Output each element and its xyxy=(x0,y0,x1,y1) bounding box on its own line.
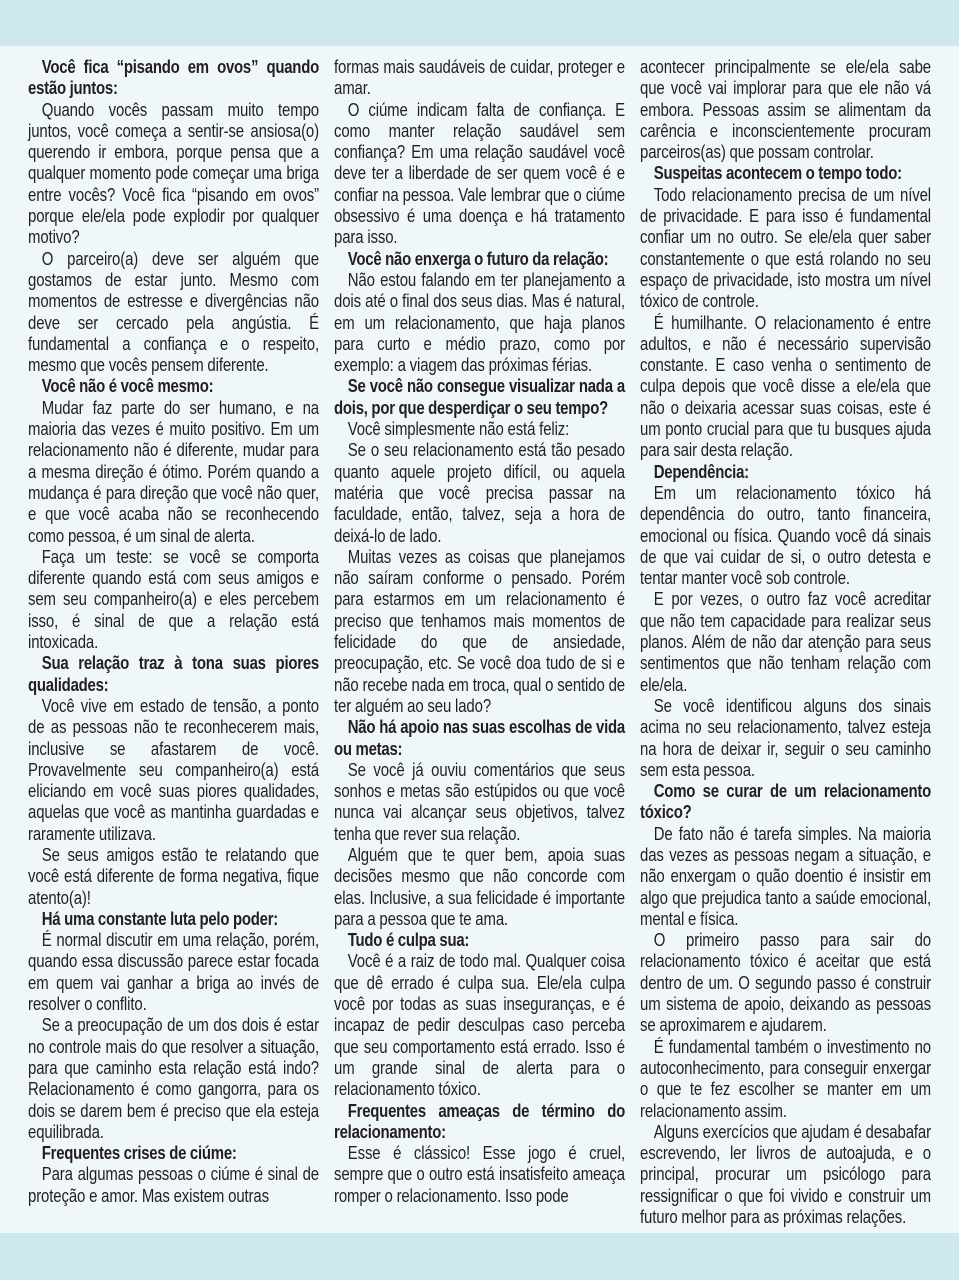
bottom-margin-band xyxy=(0,1233,959,1280)
article-heading: Frequentes crises de ciúme: xyxy=(41,1142,237,1164)
article-heading: Não há apoio nas suas escolhas de vida ou metas: xyxy=(334,716,625,759)
article-paragraph: Quando vocês passam muito tempo juntos, você começa a sentir-se ansiosa(o) querendo ir embora, porque pensa que a qualquer momento pode começar uma briga entre vocês? Você fica “pisando em ovos” porque ele/ela pode explodir por qualquer motivo? xyxy=(28,98,319,248)
article-heading: Sua relação traz à tona suas piores qualidades: xyxy=(28,652,319,695)
article-heading: Você não é você mesmo: xyxy=(41,375,214,397)
text-column-left-inner xyxy=(28,56,319,1206)
article-paragraph: Muitas vezes as coisas que planejamos não saíram conforme o pensado. Porém para estarmos em um relacionamento é preciso que tenhamos mais momentos de felicidade do que de ansiedade, preocupação, etc. Se você doa tudo de si e não recebe nada em troca, qual o sentido de ter alguém ao seu lado? xyxy=(334,545,625,716)
article-paragraph: Não estou falando em ter planejamento a dois até o final dos seus dias. Mas é natural, em um relacionamento, que haja planos para curto e médio prazo, como por exemplo: a viagem das próximas férias. xyxy=(334,268,625,376)
article-paragraph: De fato não é tarefa simples. Na maioria das vezes as pessoas negam a situação, e não enxergam o quão doentio é insistir em algo que prejudica tanto a saúde emocional, mental e física. xyxy=(640,822,931,929)
article-paragraph: Você simplesmente não está feliz: xyxy=(347,418,570,440)
article-paragraph: É humilhante. O relacionamento é entre adultos, e não é necessário supervisão constante. E caso venha o sentimento de culpa depois que você disse a ele/ela que não o deixaria acessar suas coisas, este é um ponto crucial para que tu busques ajuda para sair desta relação. xyxy=(640,311,931,461)
article-paragraph: Faça um teste: se você se comporta diferente quando está com seus amigos e sem seu companheiro(a) e eles percebem isso, é sinal de que a relação está intoxicada. xyxy=(28,545,319,653)
article-heading: Se você não consegue visualizar nada a dois, por que desperdiçar o seu tempo? xyxy=(334,375,625,418)
article-paragraph: O parceiro(a) deve ser alguém que gostamos de estar junto. Mesmo com momentos de estresse e divergências não deve ser cercado pela angústia. É fundamental a confiança e o respeito, mesmo que vocês pensem diferente. xyxy=(28,247,319,376)
article-heading: Dependência: xyxy=(653,460,749,482)
article-paragraph: Alguém que te quer bem, apoia suas decisões mesmo que não concorde com elas. Inclusive, a sua felicidade é importante para a pessoa que te ama. xyxy=(334,843,625,929)
text-column-middle xyxy=(334,56,625,1233)
article-paragraph: Se seus amigos estão te relatando que você está diferente de forma negativa, fique atento(a)! xyxy=(28,843,319,908)
article-paragraph: formas mais saudáveis de cuidar, proteger e amar. xyxy=(334,56,625,99)
article-heading: Suspeitas acontecem o tempo todo: xyxy=(653,162,902,184)
article-paragraph: E por vezes, o outro faz você acreditar que não tem capacidade para realizar seus planos. Além de não dar atenção para seus sentimentos que não tenham relação com ele/ela. xyxy=(640,588,931,695)
top-margin-band xyxy=(0,0,959,46)
article-paragraph: Se você já ouviu comentários que seus sonhos e metas são estúpidos ou que você nunca vai alcançar seus objetivos, talvez tenha que rever sua relação. xyxy=(334,758,625,844)
article-heading: Você fica “pisando em ovos” quando estão juntos: xyxy=(28,56,319,99)
text-column-left xyxy=(28,56,319,1233)
article-paragraph: Alguns exercícios que ajudam é desabafar escrevendo, ler livros de autoajuda, e o principal, procurar um psicólogo para ressignificar o que foi vivido e construir um futuro melhor para as próximas relações. xyxy=(640,1120,931,1228)
article-paragraph: Todo relacionamento precisa de um nível de privacidade. E para isso é fundamental confiar um no outro. Se ele/ela quer saber constantemente o que está rolando no seu espaço de privacidade, isto mostra um nível tóxico de controle. xyxy=(640,183,931,312)
article-heading: Como se curar de um relacionamento tóxico? xyxy=(640,780,931,823)
text-column-middle-inner xyxy=(334,56,625,1206)
article-heading: Frequentes ameaças de término do relacionamento: xyxy=(334,1099,625,1142)
article-paragraph: Em um relacionamento tóxico há dependência do outro, tanto financeira, emocional ou física. Quando você dá sinais de que vai cuidar de si, o outro detesta e tentar manter você sob controle. xyxy=(640,481,931,589)
article-paragraph: Você é a raiz de todo mal. Qualquer coisa que dê errado é culpa sua. Ele/ela culpa você por todas as suas inseguranças, e é incapaz de pedir desculpas caso perceba que seu comportamento está errado. Isso é um grande sinal de alerta para o relacionamento tóxico. xyxy=(334,950,625,1100)
article-paragraph: Você vive em estado de tensão, a ponto de as pessoas não te reconhecerem mais, inclusive se afastarem de você. Provavelmente seu companheiro(a) está eliciando em você suas piores qualidades, aquelas que você as mantinha guardadas e raramente utilizava. xyxy=(28,694,319,844)
text-column-right-inner xyxy=(640,56,931,1227)
article-paragraph: O ciúme indicam falta de confiança. E como manter relação saudável sem confiança? Em uma relação saudável você deve ter a liberdade de ser quem você é e confiar na pessoa. Vale lembrar que o ciúme obsessivo é uma doença e há tratamento para isso. xyxy=(334,98,625,248)
article-heading: Você não enxerga o futuro da relação: xyxy=(347,247,609,269)
article-paragraph: acontecer principalmente se ele/ela sabe que você vai implorar para que ele não vá embora. Pessoas assim se alimentam da carência e inconscientemente procuram parceiros(as) que possam controlar. xyxy=(640,56,931,163)
text-column-right xyxy=(640,56,931,1233)
article-paragraph: É fundamental também o investimento no autoconhecimento, para conseguir enxergar o que te fez escolher se manter em um relacionamento assim. xyxy=(640,1035,931,1121)
article-body xyxy=(28,46,931,1233)
article-paragraph: Se você identificou alguns dos sinais acima no seu relacionamento, talvez esteja na hora de deixar ir, seguir o seu caminho sem esta pessoa. xyxy=(640,694,931,780)
article-paragraph: Se a preocupação de um dos dois é estar no controle mais do que resolver a situação, para que caminho esta relação está indo? Relacionamento é como gangorra, para os dois se darem bem é preciso que ela esteja equilibrada. xyxy=(28,1014,319,1142)
article-paragraph: O primeiro passo para sair do relacionamento tóxico é aceitar que está dentro de um. O segundo passo é construir um sistema de apoio, deixando as pessoas se aproximarem e ajudarem. xyxy=(640,929,931,1036)
article-paragraph: É normal discutir em uma relação, porém, quando essa discussão parece estar focada em quem vai ganhar a briga ao invés de resolver o conflito. xyxy=(28,929,319,1015)
article-heading: Tudo é culpa sua: xyxy=(347,929,470,951)
article-paragraph: Para algumas pessoas o ciúme é sinal de proteção e amor. Mas existem outras xyxy=(28,1163,319,1206)
article-heading: Há uma constante luta pelo poder: xyxy=(41,907,279,929)
article-paragraph: Mudar faz parte do ser humano, e na maioria das vezes é muito positivo. Em um relacionamento não é diferente, mudar para a mesma direção é ótimo. Porém quando a mudança é para direção que você não quer, e que você acaba não se reconhecendo como pessoa, é um sinal de alerta. xyxy=(28,396,319,546)
article-paragraph: Esse é clássico! Esse jogo é cruel, sempre que o outro está insatisfeito ameaça romper o relacionamento. Isso pode xyxy=(334,1142,625,1206)
article-paragraph: Se o seu relacionamento está tão pesado quanto aquele projeto difícil, ou aquela matéria que você precisa passar na faculdade, então, talvez, seja a hora de deixá-lo de lado. xyxy=(334,439,625,546)
